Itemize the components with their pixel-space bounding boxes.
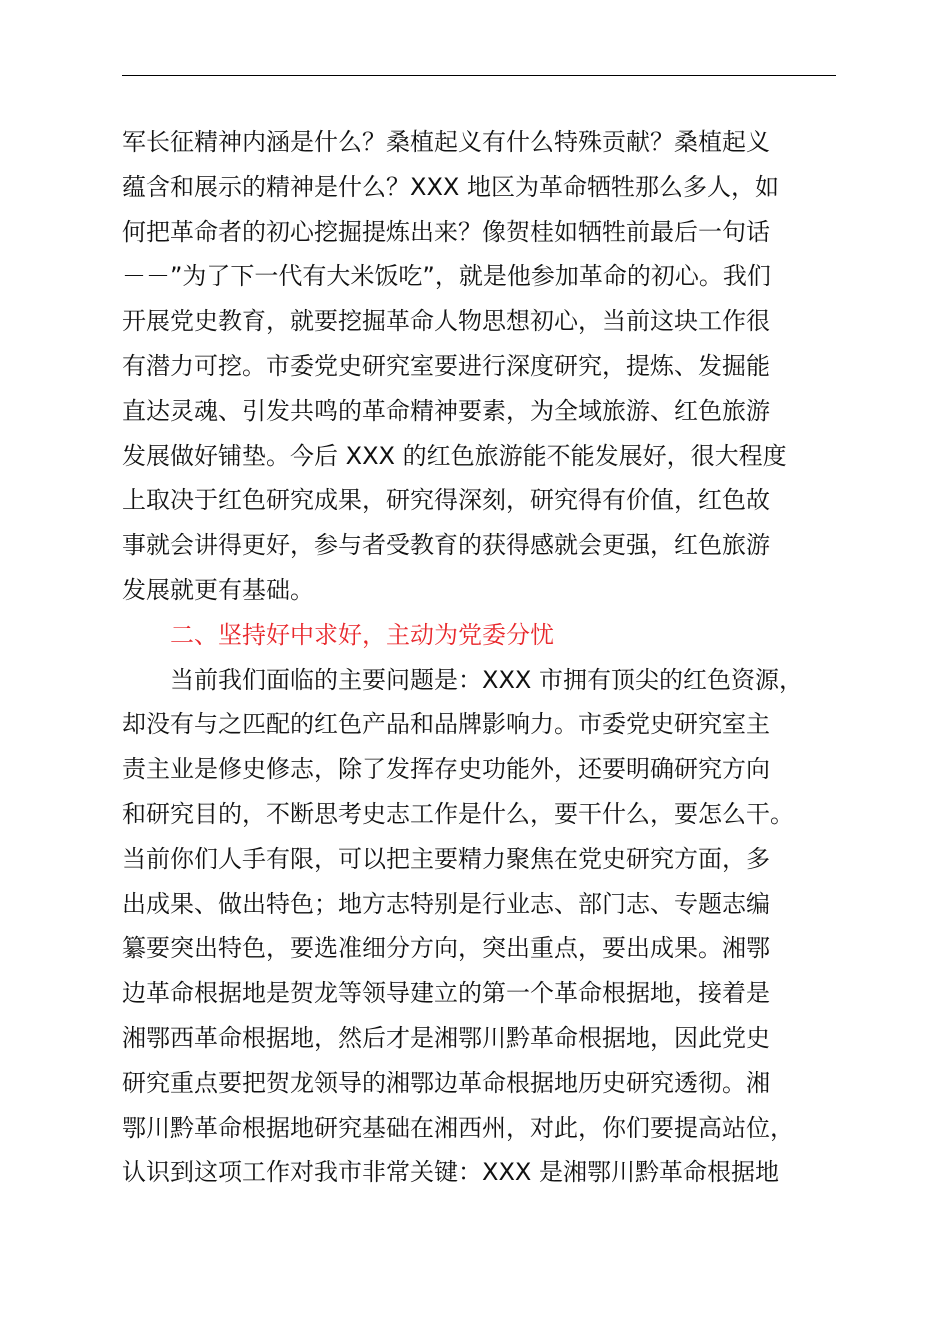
header-rule bbox=[122, 75, 836, 76]
text-line: 开展党史教育，就要挖掘革命人物思想初心，当前这块工作很 bbox=[122, 307, 770, 336]
text-line: 直达灵魂、引发共鸣的革命精神要素，为全域旅游、红色旅游 bbox=[122, 396, 770, 425]
text-line: 责主业是修史修志，除了发挥存史功能外，还要明确研究方向 bbox=[122, 755, 770, 784]
text-line: 却没有与之匹配的红色产品和品牌影响力。市委党史研究室主 bbox=[122, 710, 770, 739]
text-line: 出成果、做出特色；地方志特别是行业志、部门志、专题志编 bbox=[122, 889, 770, 918]
text-line: 上取决于红色研究成果，研究得深刻，研究得有价值，红色故 bbox=[122, 486, 770, 515]
text-line: 边革命根据地是贺龙等领导建立的第一个革命根据地，接着是 bbox=[122, 979, 770, 1008]
text-line: －－”为了下一代有大米饭吃”，就是他参加革命的初心。我们 bbox=[122, 262, 771, 291]
text-line: 研究重点要把贺龙领导的湘鄂边革命根据地历史研究透彻。湘 bbox=[122, 1068, 770, 1097]
text-line: 认识到这项工作对我市非常关键：XXX 是湘鄂川黔革命根据地 bbox=[122, 1158, 779, 1187]
text-line: 发展就更有基础。 bbox=[122, 575, 314, 604]
text-line: 纂要突出特色，要选准细分方向，突出重点，要出成果。湘鄂 bbox=[122, 934, 770, 963]
body-text bbox=[122, 120, 862, 1195]
text-line: 事就会讲得更好，参与者受教育的获得感就会更强，红色旅游 bbox=[122, 531, 770, 560]
text-line: 当前我们面临的主要问题是：XXX 市拥有顶尖的红色资源， bbox=[170, 665, 803, 694]
text-line: 和研究目的，不断思考史志工作是什么，要干什么，要怎么干。 bbox=[122, 799, 794, 828]
text-line: 鄂川黔革命根据地研究基础在湘西州，对此，你们要提高站位， bbox=[122, 1113, 794, 1142]
text-line: 当前你们人手有限，可以把主要精力聚焦在党史研究方面，多 bbox=[122, 844, 770, 873]
text-line: 湘鄂西革命根据地，然后才是湘鄂川黔革命根据地，因此党史 bbox=[122, 1023, 770, 1052]
text-line: 何把革命者的初心挖掘提炼出来？像贺桂如牺牲前最后一句话 bbox=[122, 217, 770, 246]
text-line: 发展做好铺垫。今后 XXX 的红色旅游能不能发展好，很大程度 bbox=[122, 441, 787, 470]
text-line: 蕴含和展示的精神是什么？XXX 地区为革命牺牲那么多人，如 bbox=[122, 172, 779, 201]
section-heading: 二、坚持好中求好，主动为党委分忧 bbox=[170, 620, 554, 649]
text-line: 军长征精神内涵是什么？桑植起义有什么特殊贡献？桑植起义 bbox=[122, 128, 770, 156]
text-line: 有潜力可挖。市委党史研究室要进行深度研究，提炼、发掘能 bbox=[122, 351, 770, 380]
